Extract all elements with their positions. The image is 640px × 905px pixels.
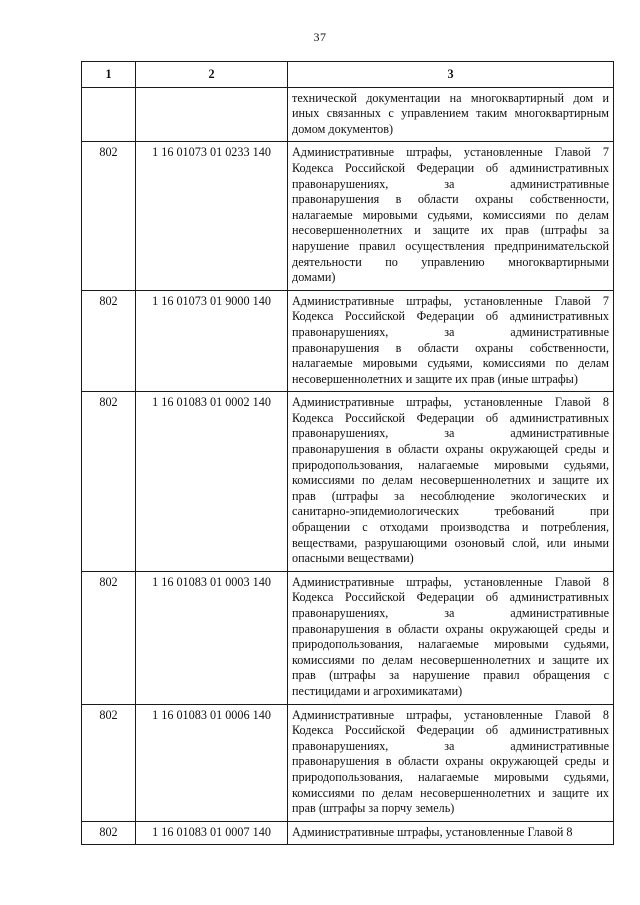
revenue-name-cell (288, 87, 614, 142)
budget-code-cell: 1 16 01083 01 0002 140 (136, 392, 288, 572)
revenue-name-line: правонарушениях, за административные (292, 176, 609, 191)
revenue-name-line: правонарушения в области охраны окружающей среды и (292, 621, 609, 636)
revenue-name-line: правонарушения в области охраны окружающей среды и (292, 754, 609, 769)
revenue-name-line: комиссиями по делам несовершеннолетних и защите их (292, 785, 609, 800)
revenue-name-line: технической документации на многоквартирный дом и (292, 90, 609, 105)
revenue-name-line: иных связанных с управлением таким многоквартирным (292, 106, 609, 121)
revenue-name-cell (288, 142, 614, 290)
revenue-name-cell (288, 290, 614, 392)
revenue-name-line: Административные штрафы, установленные Главой 8 (292, 574, 609, 589)
revenue-name-line: санитарно-эпидемиологических требований при (292, 504, 609, 519)
table-row (82, 704, 614, 821)
revenue-name-line: правонарушениях, за административные (292, 738, 609, 753)
table-body (82, 87, 614, 845)
admin-code-cell: 802 (82, 142, 136, 290)
admin-code-cell: 802 (82, 290, 136, 392)
revenue-name-line: Кодекса Российской Федерации об административных (292, 160, 609, 175)
revenue-name-line: Административные штрафы, установленные Главой 8 (292, 707, 609, 722)
admin-code-cell (82, 87, 136, 142)
table-header-row (82, 62, 614, 88)
revenue-name-line: домами) (292, 270, 336, 285)
table-row (82, 142, 614, 290)
budget-code-cell: 1 16 01083 01 0007 140 (136, 821, 288, 845)
revenue-name-line: природопользования, налагаемые мировыми судьями, (292, 637, 609, 652)
revenue-name-line: нарушение правил осуществления предпринимательской (292, 238, 609, 253)
revenue-name-line: природопользования, налагаемые мировыми судьями, (292, 457, 609, 472)
admin-code-cell: 802 (82, 704, 136, 821)
revenue-name-line: домом документов) (292, 121, 394, 136)
revenue-name-line: Кодекса Российской Федерации об административных (292, 590, 609, 605)
revenue-name-line: несовершеннолетних и защите их прав (штрафы за (292, 223, 609, 238)
revenue-name-cell (288, 704, 614, 821)
revenue-name-cell (288, 821, 614, 845)
revenue-name-line: Административные штрафы, установленные Главой 7 (292, 145, 609, 160)
revenue-name-line: Кодекса Российской Федерации об административных (292, 309, 609, 324)
budget-code-cell (136, 87, 288, 142)
revenue-name-line: правонарушениях, за административные (292, 606, 609, 620)
revenue-name-line: Административные штрафы, установленные Главой 8 (292, 395, 609, 410)
revenue-name-line: деятельности по управлению многоквартирными (292, 254, 609, 269)
budget-code-cell: 1 16 01073 01 0233 140 (136, 142, 288, 290)
table-row (82, 290, 614, 392)
revenue-name-line: правонарушениях, за административные (292, 426, 609, 441)
revenue-name-line: несовершеннолетних и защите их прав (иные штрафы) (292, 371, 578, 386)
admin-code-cell: 802 (82, 571, 136, 704)
budget-code-cell: 1 16 01083 01 0006 140 (136, 704, 288, 821)
revenue-name-line: налагаемые мировыми судьями, комиссиями по делам (292, 356, 609, 371)
revenue-name-cell (288, 571, 614, 704)
revenue-name-line: Кодекса Российской Федерации об административных (292, 410, 609, 425)
revenue-name-cell (288, 392, 614, 572)
column-header-1: 1 (82, 62, 136, 88)
revenue-name-line: обращении с отходами производства и потребления, (292, 520, 609, 535)
table-row (82, 392, 614, 572)
revenue-name-line: комиссиями по делам несовершеннолетних и защите их (292, 473, 609, 488)
table-row (82, 821, 614, 845)
admin-code-cell: 802 (82, 392, 136, 572)
budget-code-cell: 1 16 01083 01 0003 140 (136, 571, 288, 704)
revenue-name-line: пестицидами и агрохимикатами) (292, 683, 463, 698)
revenue-name-line: правонарушения в области охраны собственности, (292, 340, 609, 355)
revenue-name-line: прав (штрафы за несоблюдение экологических и (292, 488, 609, 503)
column-header-2: 2 (136, 62, 288, 88)
revenue-name-line: налагаемые мировыми судьями, комиссиями по делам (292, 207, 609, 222)
revenue-name-line: правонарушения в области охраны окружающей среды и (292, 442, 609, 457)
revenue-name-line: правонарушения в области охраны собственности, (292, 192, 609, 207)
admin-code-cell: 802 (82, 821, 136, 845)
table-row (82, 571, 614, 704)
revenue-name-line: прав (штрафы за нарушение правил обращения с (292, 668, 609, 683)
budget-code-cell: 1 16 01073 01 9000 140 (136, 290, 288, 392)
revenue-name-line: природопользования, налагаемые мировыми судьями, (292, 769, 609, 784)
revenue-name-line: веществами, разрушающими озоновый слой, или иными (292, 535, 609, 550)
revenue-name-line: Административные штрафы, установленные Главой 8 (292, 824, 573, 839)
page-number: 37 (313, 30, 327, 44)
revenue-name-line: правонарушениях, за административные (292, 324, 609, 339)
column-header-3: 3 (288, 62, 614, 88)
table-row (82, 87, 614, 142)
revenue-name-line: комиссиями по делам несовершеннолетних и защите их (292, 652, 609, 667)
revenue-name-line: опасными веществами) (292, 551, 414, 566)
budget-classification-table (81, 61, 614, 845)
revenue-name-line: прав (штрафы за порчу земель) (292, 801, 455, 816)
revenue-name-line: Кодекса Российской Федерации об административных (292, 723, 609, 738)
revenue-name-line: Административные штрафы, установленные Главой 7 (292, 293, 609, 308)
